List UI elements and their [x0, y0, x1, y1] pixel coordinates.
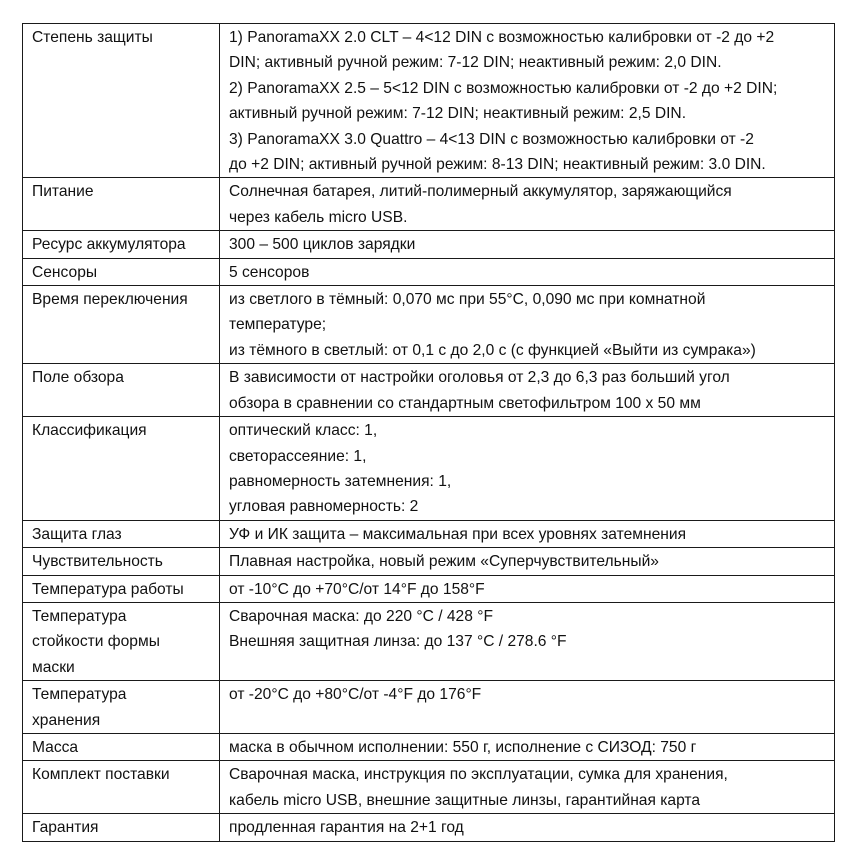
spec-value-line: 1) PanoramaXX 2.0 CLT – 4<12 DIN с возможностью калибровки от -2 до +2 [229, 29, 775, 46]
spec-label-cell [23, 178, 220, 231]
spec-value-cell [220, 258, 835, 285]
spec-value-cell [220, 231, 835, 258]
spec-label-line: Питание [32, 183, 94, 201]
spec-label-cell [23, 286, 220, 364]
spec-value-line: оптический класс: 1, [229, 422, 378, 440]
spec-label-cell [23, 364, 220, 417]
spec-value-line: 3) PanoramaXX 3.0 Quattro – 4<13 DIN с возможностью калибровки от -2 [229, 130, 754, 148]
spec-value-line: равномерность затемнения: 1, [229, 472, 452, 490]
spec-value-line: обзора в сравнении со стандартным светофильтром 100 х 50 мм [229, 394, 701, 412]
spec-value-line: температуре; [229, 316, 327, 334]
spec-label-line: Поле обзора [32, 369, 124, 387]
spec-value-cell [220, 417, 835, 521]
spec-value-line: из тёмного в светлый: от 0,1 с до 2,0 с (с функцией «Выйти из сумрака») [229, 341, 756, 359]
spec-label-line: Сенсоры [32, 263, 98, 281]
spec-label-line: Чувствительность [32, 553, 163, 571]
spec-value-line: Внешняя защитная линза: до 137 °C / 278.6 °F [229, 633, 567, 651]
spec-label-line: Температура [32, 686, 127, 704]
table-row [23, 286, 835, 364]
spec-label-line: Комплект поставки [32, 766, 170, 784]
spec-label-line: маски [32, 658, 75, 676]
table-row [23, 364, 835, 417]
spec-value-line: маска в обычном исполнении: 550 г, исполнение с СИЗОД: 750 г [229, 738, 697, 756]
spec-value-line: Солнечная батарея, литий-полимерный аккумулятор, заряжающийся [229, 183, 732, 201]
spec-value-line: до +2 DIN; активный ручной режим: 8-13 DIN; неактивный режим: 3.0 DIN. [229, 156, 766, 174]
spec-value-cell [220, 761, 835, 814]
spec-value-line: 5 сенсоров [229, 263, 310, 281]
spec-value-cell [220, 286, 835, 364]
spec-value-line: угловая равномерность: 2 [229, 498, 419, 516]
table-row [23, 258, 835, 285]
spec-value-line: УФ и ИК защита – максимальная при всех уровнях затемнения [229, 525, 687, 543]
spec-label-line: Защита глаз [32, 525, 122, 543]
spec-value-line: 2) PanoramaXX 2.5 – 5<12 DIN с возможностью калибровки от -2 до +2 DIN; [229, 79, 778, 97]
spec-label-cell [23, 814, 220, 841]
table-row [23, 733, 835, 760]
spec-value-cell [220, 364, 835, 417]
spec-label-line: хранения [32, 711, 101, 729]
spec-value-line: от -10°C до +70°C/от 14°F до 158°F [229, 580, 485, 598]
table-row [23, 548, 835, 575]
table-row [23, 231, 835, 258]
spec-value-line: DIN; активный ручной режим: 7-12 DIN; неактивный режим: 2,0 DIN. [229, 54, 722, 72]
spec-value-line: Сварочная маска, инструкция по эксплуатации, сумка для хранения, [229, 766, 728, 784]
spec-value-line: от -20°C до +80°C/от -4°F до 176°F [229, 686, 482, 704]
specifications-table [22, 23, 835, 842]
spec-value-cell [220, 602, 835, 680]
spec-value-line: кабель micro USB, внешние защитные линзы, гарантийная карта [229, 791, 701, 809]
spec-value-cell [220, 681, 835, 734]
table-row [23, 178, 835, 231]
table-row [23, 681, 835, 734]
spec-value-cell [220, 814, 835, 841]
spec-label-cell [23, 231, 220, 258]
spec-label-cell [23, 258, 220, 285]
spec-value-line: Плавная настройка, новый режим «Суперчувствительный» [229, 553, 659, 571]
spec-label-cell [23, 24, 220, 178]
spec-label-line: Классификация [32, 422, 147, 440]
spec-label-cell [23, 520, 220, 547]
spec-value-line: активный ручной режим: 7-12 DIN; неактивный режим: 2,5 DIN. [229, 105, 687, 123]
spec-value-cell [220, 520, 835, 547]
table-row [23, 602, 835, 680]
spec-value-line: через кабель micro USB. [229, 208, 408, 226]
spec-label-cell [23, 548, 220, 575]
spec-label-line: Гарантия [32, 819, 99, 837]
spec-label-cell [23, 575, 220, 602]
spec-value-line: продленная гарантия на 2+1 год [229, 819, 464, 837]
spec-label-line: Степень защиты [32, 29, 153, 46]
spec-value-cell [220, 24, 835, 178]
spec-label-line: Время переключения [32, 291, 188, 309]
spec-value-line: Сварочная маска: до 220 °C / 428 °F [229, 607, 493, 625]
spec-label-line: Ресурс аккумулятора [32, 236, 186, 254]
spec-label-cell [23, 733, 220, 760]
table-row [23, 24, 835, 178]
spec-value-cell [220, 548, 835, 575]
spec-label-cell [23, 681, 220, 734]
spec-label-cell [23, 761, 220, 814]
spec-value-line: из светлого в тёмный: 0,070 мс при 55°C, 0,090 мс при комнатной [229, 291, 706, 309]
table-row [23, 417, 835, 521]
spec-label-line: Температура [32, 607, 127, 625]
spec-label-cell [23, 602, 220, 680]
spec-label-line: Температура работы [32, 580, 184, 598]
spec-label-cell [23, 417, 220, 521]
table-row [23, 520, 835, 547]
spec-value-line: 300 – 500 циклов зарядки [229, 236, 416, 254]
spec-value-line: светорассеяние: 1, [229, 447, 367, 465]
specifications-table-body [23, 24, 835, 842]
spec-value-line: В зависимости от настройки оголовья от 2,3 до 6,3 раз больший угол [229, 369, 730, 387]
spec-label-line: Масса [32, 738, 79, 756]
table-row [23, 814, 835, 841]
spec-value-cell [220, 575, 835, 602]
spec-value-cell [220, 178, 835, 231]
table-row [23, 761, 835, 814]
spec-value-cell [220, 733, 835, 760]
spec-label-line: стойкости формы [32, 633, 160, 651]
table-row [23, 575, 835, 602]
